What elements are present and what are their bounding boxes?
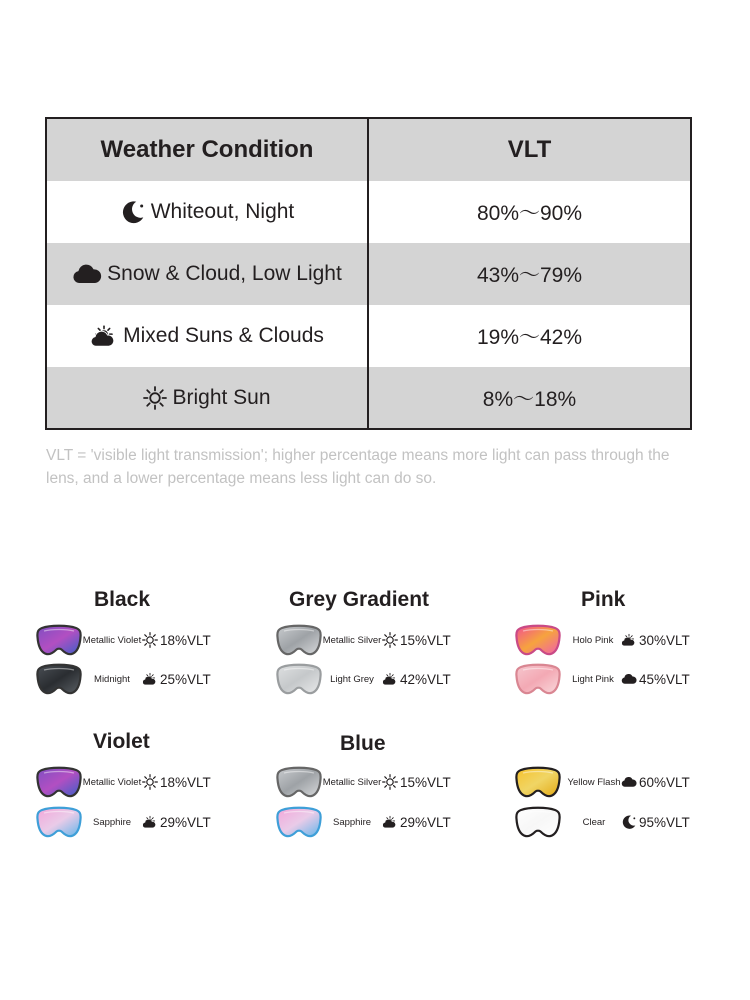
lens-option (515, 662, 750, 698)
lens-vlt (382, 805, 451, 839)
vlt-value: 45%VLT (639, 671, 690, 687)
table-row-vlt: 19%～42% (369, 305, 690, 367)
lens-image (276, 662, 322, 696)
table-header-condition: Weather Condition (47, 119, 369, 181)
lens-vlt (142, 662, 211, 696)
lens-vlt (382, 765, 451, 799)
lens-vlt (142, 623, 211, 657)
lens-vlt (621, 662, 690, 696)
lens-vlt (382, 623, 451, 657)
lens-name: Midnight (94, 673, 130, 685)
sun-cloud-icon (90, 322, 118, 350)
group-title: Grey Gradient (289, 588, 430, 611)
lens-vlt (621, 623, 690, 657)
lens-option (276, 765, 516, 801)
vlt-value: 15%VLT (400, 774, 451, 790)
table-row-vlt: 8%～18% (369, 367, 690, 428)
vlt-value: 25%VLT (160, 671, 211, 687)
lens-option (36, 805, 276, 841)
vlt-value: 42%VLT (400, 671, 451, 687)
lens-option (36, 662, 276, 698)
condition-label: Bright Sun (172, 385, 271, 409)
group-title: Violet (93, 730, 150, 753)
vlt-value: 15%VLT (400, 632, 451, 648)
group-title: Pink (581, 588, 626, 611)
table-row-vlt: 80%～90% (369, 181, 690, 243)
vlt-value: 29%VLT (160, 814, 211, 830)
lens-option (36, 623, 276, 659)
sun-icon (382, 632, 398, 648)
lens-image (515, 623, 561, 657)
lens-option (515, 623, 750, 659)
lens-image (36, 765, 82, 799)
vlt-value: 29%VLT (400, 814, 451, 830)
sun-icon (142, 632, 158, 648)
sun-icon (382, 774, 398, 790)
sun-cloud-icon (382, 814, 398, 830)
vlt-value: 18%VLT (160, 774, 211, 790)
lens-image (276, 623, 322, 657)
vlt-value: 18%VLT (160, 632, 211, 648)
vlt-footnote: VLT = 'visible light transmission'; higher percentage means more light can pass through the lens, and a lower percentage means less light can do so. (46, 447, 670, 487)
table-header-vlt: VLT (369, 119, 690, 181)
lens-name: Sapphire (332, 816, 372, 828)
table-row-condition (47, 243, 369, 305)
table-row-condition (47, 305, 369, 367)
lens-image (36, 623, 82, 657)
lens-image (36, 805, 82, 839)
lens-name: Metallic Silver (322, 776, 382, 788)
sun-icon (143, 386, 167, 410)
lens-option (515, 805, 750, 841)
condition-label: Snow & Cloud, Low Light (107, 262, 342, 285)
vlt-value: 95%VLT (639, 814, 690, 830)
lens-name: Metallic Silver (322, 634, 382, 646)
sun-cloud-icon (142, 814, 158, 830)
lens-image (276, 805, 322, 839)
table-row-condition (47, 367, 369, 428)
lens-name: Holo Pink (572, 634, 614, 646)
table-row-vlt: 43%～79% (369, 243, 690, 305)
lens-option (36, 765, 276, 801)
condition-label: Mixed Suns & Clouds (123, 324, 324, 347)
lens-name: Clear (582, 816, 606, 828)
moon-icon (621, 814, 637, 830)
lens-option (515, 765, 750, 801)
lens-option (276, 805, 516, 841)
condition-label: Whiteout, Night (150, 200, 295, 223)
group-title: Blue (340, 732, 386, 755)
lens-name: Sapphire (92, 816, 132, 828)
lens-image (515, 765, 561, 799)
lens-option (276, 662, 516, 698)
cloud-icon (621, 774, 637, 790)
cloud-icon (72, 259, 102, 289)
lens-vlt (382, 662, 451, 696)
lens-vlt (621, 805, 690, 839)
lens-option (276, 623, 516, 659)
vlt-value: 60%VLT (639, 774, 690, 790)
lens-image (36, 662, 82, 696)
lens-name: Yellow Flash (567, 776, 621, 788)
cloud-icon (621, 671, 637, 687)
lens-image (515, 805, 561, 839)
moon-icon (120, 199, 146, 225)
lens-name: Light Grey (330, 673, 374, 685)
lens-name: Metallic Violet (82, 634, 142, 646)
vlt-value: 30%VLT (639, 632, 690, 648)
lens-image (276, 765, 322, 799)
sun-icon (142, 774, 158, 790)
lens-name: Metallic Violet (82, 776, 142, 788)
group-title: Black (94, 588, 151, 611)
sun-cloud-icon (382, 671, 398, 687)
vlt-table (45, 117, 692, 430)
sun-cloud-icon (621, 632, 637, 648)
lens-vlt (621, 765, 690, 799)
sun-cloud-icon (142, 671, 158, 687)
lens-image (515, 662, 561, 696)
lens-vlt (142, 765, 211, 799)
lens-name: Light Pink (572, 673, 614, 685)
table-row-condition (47, 181, 369, 243)
lens-vlt (142, 805, 211, 839)
